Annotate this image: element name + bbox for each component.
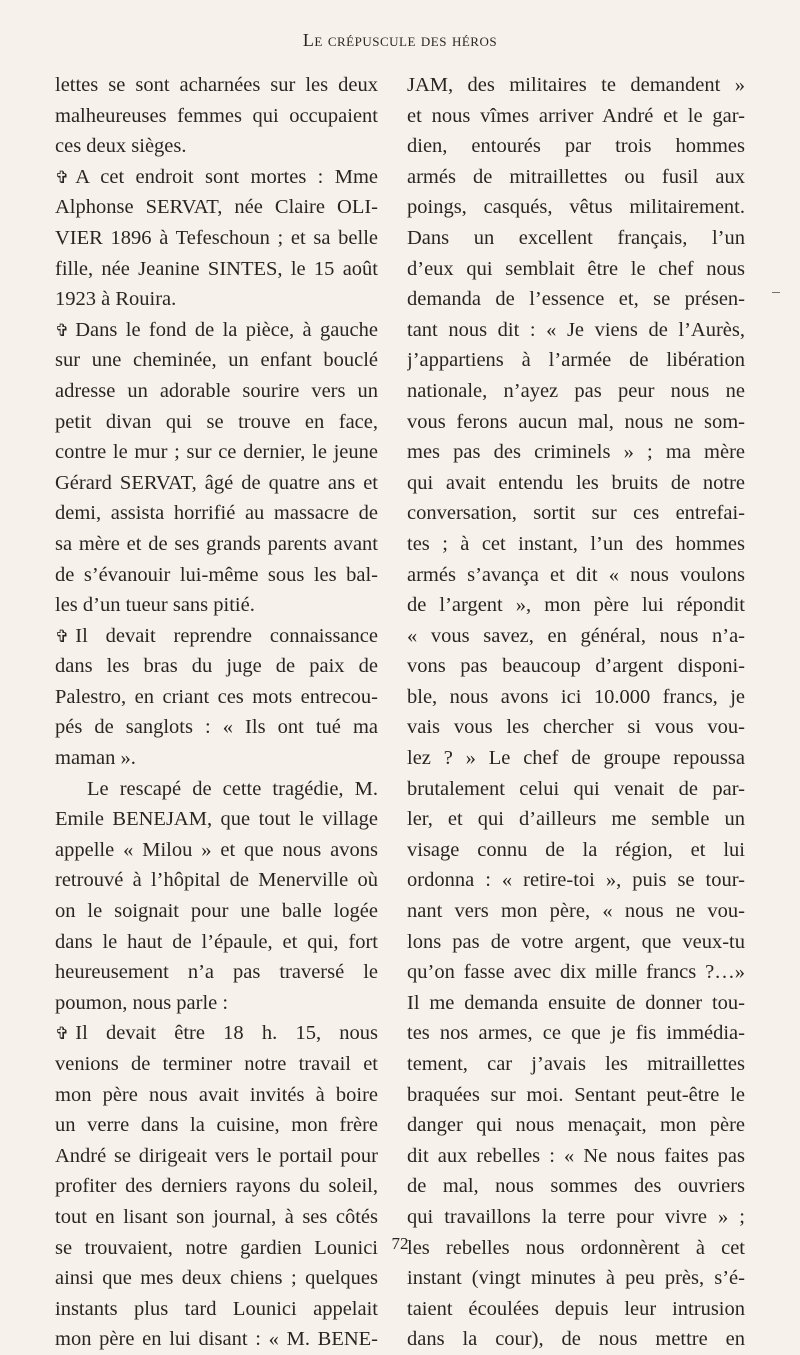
text-line [55, 1110, 378, 1141]
line-text: conversation, sortit sur ces entrefai- [407, 502, 745, 525]
line-text: demi, assista horrifié au massacre de [55, 502, 378, 525]
text-line [407, 1263, 745, 1294]
text-line [55, 835, 378, 866]
line-text: JAM, des militaires te demandent » [407, 74, 745, 96]
text-line [407, 590, 745, 621]
text-line [55, 621, 378, 652]
text-line [407, 1049, 745, 1080]
text-line [407, 988, 745, 1019]
text-line [55, 560, 378, 591]
text-line [55, 1294, 378, 1325]
line-text: taient écoulées depuis leur intrusion [407, 1297, 745, 1320]
line-text: maman ». [55, 747, 136, 770]
text-line [55, 192, 378, 223]
text-line [55, 1171, 378, 1202]
line-text: venions de terminer notre travail et [55, 1053, 378, 1075]
line-text: un verre dans la cuisine, mon frère [55, 1114, 378, 1137]
line-text: mon père nous avait invités à boire [55, 1083, 378, 1106]
line-text: retrouvé à l’hôpital de Menerville où [55, 869, 378, 892]
text-line [407, 743, 745, 774]
line-text: de mal, nous sommes des ouvriers [407, 1175, 745, 1198]
text-line [407, 927, 745, 958]
line-text: j’appartiens à l’armée de libération [407, 349, 745, 372]
text-line [55, 101, 378, 132]
text-line [407, 1141, 745, 1172]
text-line [55, 70, 378, 101]
text-line [407, 1324, 745, 1355]
line-text: ler, et qui d’ailleurs me semble un [407, 808, 745, 831]
line-text: ainsi que mes deux chiens ; quelques [55, 1267, 378, 1290]
text-line [407, 345, 745, 376]
line-text: les rebelles nous ordonnèrent à cet [407, 1236, 745, 1259]
line-text: Emile BENEJAM, que tout le village [55, 808, 378, 831]
latin-cross-icon: ✞ [55, 626, 70, 647]
line-text: Palestro, en criant ces mots entrecou- [55, 685, 378, 708]
line-text: instant (vingt minutes à peu près, s’é- [407, 1267, 745, 1290]
text-line [55, 376, 378, 407]
text-line [407, 651, 745, 682]
text-line [55, 590, 378, 621]
line-text: contre le mur ; sur ce dernier, le jeune [55, 441, 378, 464]
text-line [407, 284, 745, 315]
line-text: brutalement celui qui venait de par- [407, 777, 745, 800]
line-text: Alphonse SERVAT, née Claire OLI- [55, 196, 378, 219]
text-line [407, 407, 745, 438]
text-line [407, 498, 745, 529]
text-line [407, 131, 745, 162]
text-line [407, 254, 745, 285]
line-text: tout en lisant son journal, à ses côtés [55, 1205, 378, 1228]
text-line [407, 376, 745, 407]
line-text: ble, nous avons ici 10.000 francs, je [407, 685, 745, 708]
text-line [55, 468, 378, 499]
text-line [407, 712, 745, 743]
text-line [55, 865, 378, 896]
line-text: mes pas des criminels » ; ma mère [407, 441, 745, 464]
line-text: profiter des derniers rayons du soleil, [55, 1175, 378, 1198]
line-text: dit aux rebelles : « Ne nous faites pas [407, 1144, 745, 1167]
line-text: « vous savez, en général, nous n’a- [407, 624, 745, 647]
text-line [407, 162, 745, 193]
text-line [55, 1018, 378, 1049]
line-text: les d’un tueur sans pitié. [55, 594, 255, 617]
text-line [407, 1171, 745, 1202]
latin-cross-icon: ✞ [55, 320, 70, 341]
text-line [407, 192, 745, 223]
text-line [407, 70, 745, 101]
right-column [407, 70, 745, 1355]
line-text: VIER 1896 à Tefeschoun ; et sa belle [55, 226, 378, 249]
text-line [55, 437, 378, 468]
line-text: qui travaillons la terre pour vivre » ; [407, 1205, 745, 1228]
margin-mark [772, 292, 780, 293]
line-text: sa mère et de ses grands parents avant [55, 532, 378, 555]
text-line [55, 1324, 378, 1355]
line-text: visage connu de la région, et lui [407, 838, 745, 861]
line-text: petit divan qui se trouve en face, [55, 410, 378, 433]
line-text: instants plus tard Lounici appelait [55, 1297, 378, 1320]
text-line [55, 1263, 378, 1294]
text-line [407, 468, 745, 499]
line-text: dans le haut de l’épaule, et qui, fort [55, 930, 378, 953]
text-line [407, 621, 745, 652]
line-text: lons pas de votre argent, que veux-tu [407, 930, 745, 953]
line-text: de l’argent », mon père lui répondit [407, 594, 745, 617]
line-text: nant vers mon père, « nous ne vou- [407, 900, 745, 923]
latin-cross-icon: ✞ [55, 167, 70, 188]
text-line [55, 131, 378, 162]
text-line [407, 1080, 745, 1111]
line-text: Dans le fond de la pièce, à gauche [75, 318, 378, 341]
line-text: dans la cour), de nous mettre en [407, 1328, 745, 1351]
text-line [55, 254, 378, 285]
text-line [55, 927, 378, 958]
line-text: on le soignait pour une balle logée [55, 900, 378, 923]
line-text: sur une cheminée, un enfant bouclé [55, 349, 378, 372]
text-line [407, 865, 745, 896]
text-line [55, 743, 378, 774]
text-line [55, 712, 378, 743]
line-text: nationale, n’ayez pas peur nous ne [407, 379, 745, 402]
text-line [55, 315, 378, 346]
line-text: tant nous dit : « Je viens de l’Aurès, [407, 318, 745, 341]
text-line [407, 774, 745, 805]
text-line [407, 957, 745, 988]
text-line [55, 1141, 378, 1172]
line-text: appelle « Milou » et que nous avons [55, 838, 378, 861]
line-text: André se dirigeait vers le portail pour [55, 1144, 378, 1167]
text-line [55, 651, 378, 682]
line-text: dans les bras du juge de paix de [55, 655, 378, 678]
line-text: Il me demanda ensuite de donner tou- [407, 991, 745, 1014]
line-text: lettes se sont acharnées sur les deux [55, 74, 378, 96]
line-text: d’eux qui semblait être le chef nous [407, 257, 745, 280]
running-header: Le crépuscule des héros [302, 30, 498, 50]
text-line [55, 407, 378, 438]
line-text: demanda de l’essence et, se présen- [407, 288, 745, 311]
line-text: ordonna : « retire-toi », puis se tour- [407, 869, 745, 892]
text-line [407, 1294, 745, 1325]
text-line [55, 345, 378, 376]
line-text: heureusement n’a pas traversé le [55, 961, 378, 984]
line-text: Il devait reprendre connaissance [75, 624, 378, 647]
line-text: tes nos armes, ce que je fis immédia- [407, 1022, 745, 1045]
line-text: poings, casqués, vêtus militairement. [407, 196, 745, 219]
left-column [55, 70, 378, 1355]
text-line [55, 162, 378, 193]
line-text: vais vous les chercher si vous vou- [407, 716, 745, 739]
line-text: Le rescapé de cette tragédie, M. [87, 777, 378, 800]
line-text: 1923 à Rouira. [55, 288, 177, 311]
text-line [55, 804, 378, 835]
line-text: tement, car j’avais les mitraillettes [407, 1053, 745, 1075]
line-text: A cet endroit sont mortes : Mme [75, 165, 378, 188]
text-line [407, 315, 745, 346]
line-text: se trouvaient, notre gardien Lounici [55, 1236, 378, 1259]
line-text: et nous vîmes arriver André et le gar- [407, 104, 745, 127]
text-line [407, 437, 745, 468]
line-text: danger qui nous menaçait, mon père [407, 1114, 745, 1137]
line-text: Gérard SERVAT, âgé de quatre ans et [55, 471, 378, 494]
text-line [55, 1080, 378, 1111]
line-text: qui avait entendu les bruits de notre [407, 471, 745, 494]
line-text: adresse un adorable sourire vers un [55, 379, 378, 402]
text-line [55, 774, 378, 805]
text-line [55, 1049, 378, 1080]
text-line [55, 957, 378, 988]
line-text: malheureuses femmes qui occupaient [55, 104, 378, 127]
text-line [407, 101, 745, 132]
text-line [407, 223, 745, 254]
text-line [55, 988, 378, 1019]
line-text: armés s’avança et dit « nous voulons [407, 563, 745, 586]
text-line [55, 284, 378, 315]
line-text: braquées sur moi. Sentant peut-être le [407, 1083, 745, 1106]
line-text: tes ; à cet instant, l’un des hommes [407, 532, 745, 555]
text-line [407, 1202, 745, 1233]
text-line [55, 896, 378, 927]
line-text: poumon, nous parle : [55, 991, 229, 1014]
line-text: armés de mitraillettes ou fusil aux [407, 165, 745, 188]
text-line [55, 1202, 378, 1233]
line-text: vous ferons aucun mal, nous ne som- [407, 410, 745, 433]
line-text: dien, entourés par trois hommes [407, 135, 745, 158]
line-text: de s’évanouir lui-même sous les bal- [55, 563, 378, 586]
text-line [55, 223, 378, 254]
line-text: fille, née Jeanine SINTES, le 15 août [55, 257, 378, 280]
line-text: Dans un excellent français, l’un [407, 226, 745, 249]
text-line [407, 1110, 745, 1141]
text-line [407, 835, 745, 866]
text-line [407, 529, 745, 560]
line-text: ces deux sièges. [55, 135, 187, 158]
text-line [55, 682, 378, 713]
line-text: vons pas beaucoup d’argent disponi- [407, 655, 745, 678]
latin-cross-icon: ✞ [55, 1024, 70, 1045]
line-text: pés de sanglots : « Ils ont tué ma [55, 716, 378, 739]
line-text: Il devait être 18 h. 15, nous [75, 1022, 378, 1045]
text-line [407, 1018, 745, 1049]
text-line [55, 498, 378, 529]
line-text: qu’on fasse avec dix mille francs ?…» [407, 961, 745, 984]
text-line [407, 804, 745, 835]
text-line [407, 896, 745, 927]
page-number: 72 [391, 1234, 409, 1253]
text-line [55, 529, 378, 560]
line-text: mon père en lui disant : « M. BENE- [55, 1328, 378, 1351]
line-text: lez ? » Le chef de groupe repoussa [407, 747, 745, 770]
text-line [407, 560, 745, 591]
text-line [407, 682, 745, 713]
